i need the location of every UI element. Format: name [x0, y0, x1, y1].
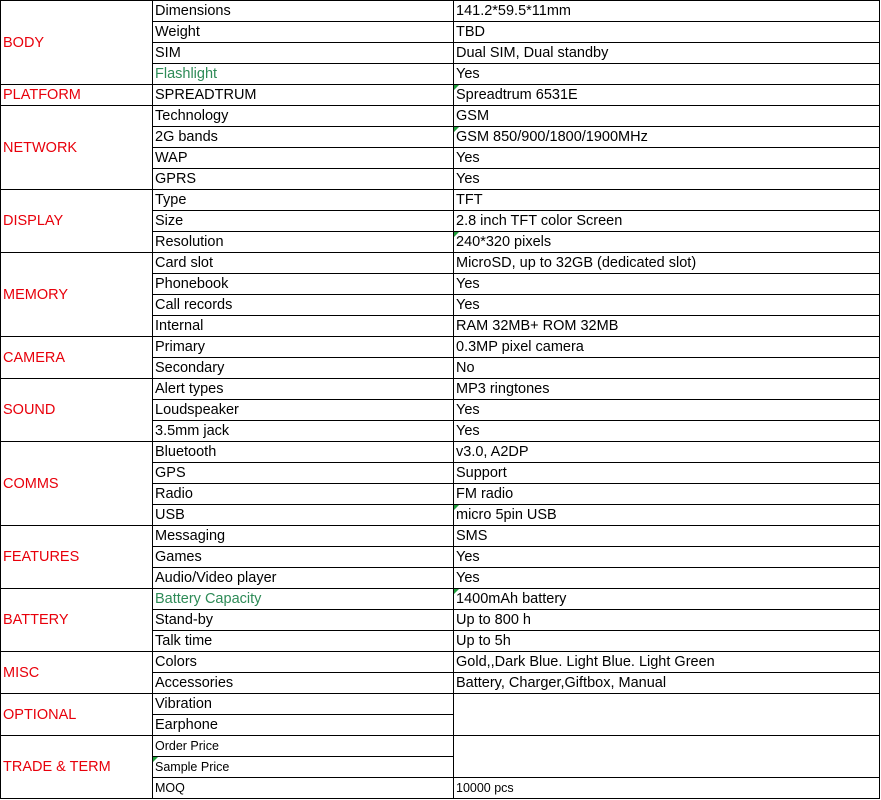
value-cell: [454, 694, 880, 736]
feature-cell: Messaging: [153, 526, 454, 547]
feature-cell: Internal: [153, 316, 454, 337]
feature-cell: Vibration: [153, 694, 454, 715]
value-cell: Yes: [454, 421, 880, 442]
feature-cell: Loudspeaker: [153, 400, 454, 421]
feature-cell: Resolution: [153, 232, 454, 253]
feature-cell: Phonebook: [153, 274, 454, 295]
feature-cell: Alert types: [153, 379, 454, 400]
value-cell: MP3 ringtones: [454, 379, 880, 400]
feature-cell: MOQ: [153, 778, 454, 799]
feature-cell: 3.5mm jack: [153, 421, 454, 442]
feature-cell: WAP: [153, 148, 454, 169]
value-cell: FM radio: [454, 484, 880, 505]
value-cell: GSM 850/900/1800/1900MHz: [454, 127, 880, 148]
table-row: [1, 379, 880, 400]
feature-cell: USB: [153, 505, 454, 526]
value-cell: No: [454, 358, 880, 379]
value-cell: Yes: [454, 64, 880, 85]
value-cell: 2.8 inch TFT color Screen: [454, 211, 880, 232]
feature-cell: Sample Price: [153, 757, 454, 778]
table-row: [1, 694, 880, 715]
category-cell: FEATURES: [1, 526, 153, 589]
value-cell: 141.2*59.5*11mm: [454, 1, 880, 22]
category-cell: BATTERY: [1, 589, 153, 652]
category-cell: COMMS: [1, 442, 153, 526]
table-row: [1, 526, 880, 547]
feature-cell: SIM: [153, 43, 454, 64]
category-cell: PLATFORM: [1, 85, 153, 106]
feature-cell: Colors: [153, 652, 454, 673]
category-cell: TRADE & TERM: [1, 736, 153, 799]
value-cell: Yes: [454, 148, 880, 169]
feature-cell: Type: [153, 190, 454, 211]
value-cell: TBD: [454, 22, 880, 43]
value-cell: GSM: [454, 106, 880, 127]
table-row: [1, 589, 880, 610]
table-row: [1, 85, 880, 106]
category-cell: BODY: [1, 1, 153, 85]
value-cell: 10000 pcs: [454, 778, 880, 799]
feature-cell: Accessories: [153, 673, 454, 694]
value-cell: micro 5pin USB: [454, 505, 880, 526]
feature-cell: Battery Capacity: [153, 589, 454, 610]
value-cell: v3.0, A2DP: [454, 442, 880, 463]
value-cell: Up to 5h: [454, 631, 880, 652]
feature-cell: 2G bands: [153, 127, 454, 148]
feature-cell: GPS: [153, 463, 454, 484]
category-cell: NETWORK: [1, 106, 153, 190]
feature-cell: Games: [153, 547, 454, 568]
feature-cell: Order Price: [153, 736, 454, 757]
feature-cell: Flashlight: [153, 64, 454, 85]
feature-cell: Technology: [153, 106, 454, 127]
value-cell: 0.3MP pixel camera: [454, 337, 880, 358]
feature-cell: Bluetooth: [153, 442, 454, 463]
value-cell: Up to 800 h: [454, 610, 880, 631]
feature-cell: SPREADTRUM: [153, 85, 454, 106]
value-cell: Yes: [454, 274, 880, 295]
category-cell: CAMERA: [1, 337, 153, 379]
value-cell: [454, 736, 880, 778]
feature-cell: GPRS: [153, 169, 454, 190]
feature-cell: Call records: [153, 295, 454, 316]
value-cell: TFT: [454, 190, 880, 211]
table-row: [1, 253, 880, 274]
feature-cell: Size: [153, 211, 454, 232]
table-row: [1, 652, 880, 673]
category-cell: MISC: [1, 652, 153, 694]
category-cell: OPTIONAL: [1, 694, 153, 736]
feature-cell: Audio/Video player: [153, 568, 454, 589]
value-cell: Spreadtrum 6531E: [454, 85, 880, 106]
feature-cell: Card slot: [153, 253, 454, 274]
value-cell: RAM 32MB+ ROM 32MB: [454, 316, 880, 337]
table-row: [1, 736, 880, 757]
feature-cell: Talk time: [153, 631, 454, 652]
value-cell: Yes: [454, 568, 880, 589]
value-cell: Yes: [454, 547, 880, 568]
feature-cell: Radio: [153, 484, 454, 505]
category-cell: MEMORY: [1, 253, 153, 337]
table-row: [1, 337, 880, 358]
feature-cell: Earphone: [153, 715, 454, 736]
feature-cell: Secondary: [153, 358, 454, 379]
category-cell: DISPLAY: [1, 190, 153, 253]
table-row: [1, 190, 880, 211]
table-row: [1, 442, 880, 463]
table-row: [1, 1, 880, 22]
value-cell: Battery, Charger,Giftbox, Manual: [454, 673, 880, 694]
value-cell: 1400mAh battery: [454, 589, 880, 610]
value-cell: MicroSD, up to 32GB (dedicated slot): [454, 253, 880, 274]
feature-cell: Dimensions: [153, 1, 454, 22]
feature-cell: Primary: [153, 337, 454, 358]
value-cell: SMS: [454, 526, 880, 547]
value-cell: Yes: [454, 400, 880, 421]
value-cell: 240*320 pixels: [454, 232, 880, 253]
category-cell: SOUND: [1, 379, 153, 442]
value-cell: Dual SIM, Dual standby: [454, 43, 880, 64]
feature-cell: Weight: [153, 22, 454, 43]
value-cell: Yes: [454, 295, 880, 316]
value-cell: Gold,,Dark Blue. Light Blue. Light Green: [454, 652, 880, 673]
value-cell: Support: [454, 463, 880, 484]
table-row: [1, 106, 880, 127]
feature-cell: Stand-by: [153, 610, 454, 631]
value-cell: Yes: [454, 169, 880, 190]
